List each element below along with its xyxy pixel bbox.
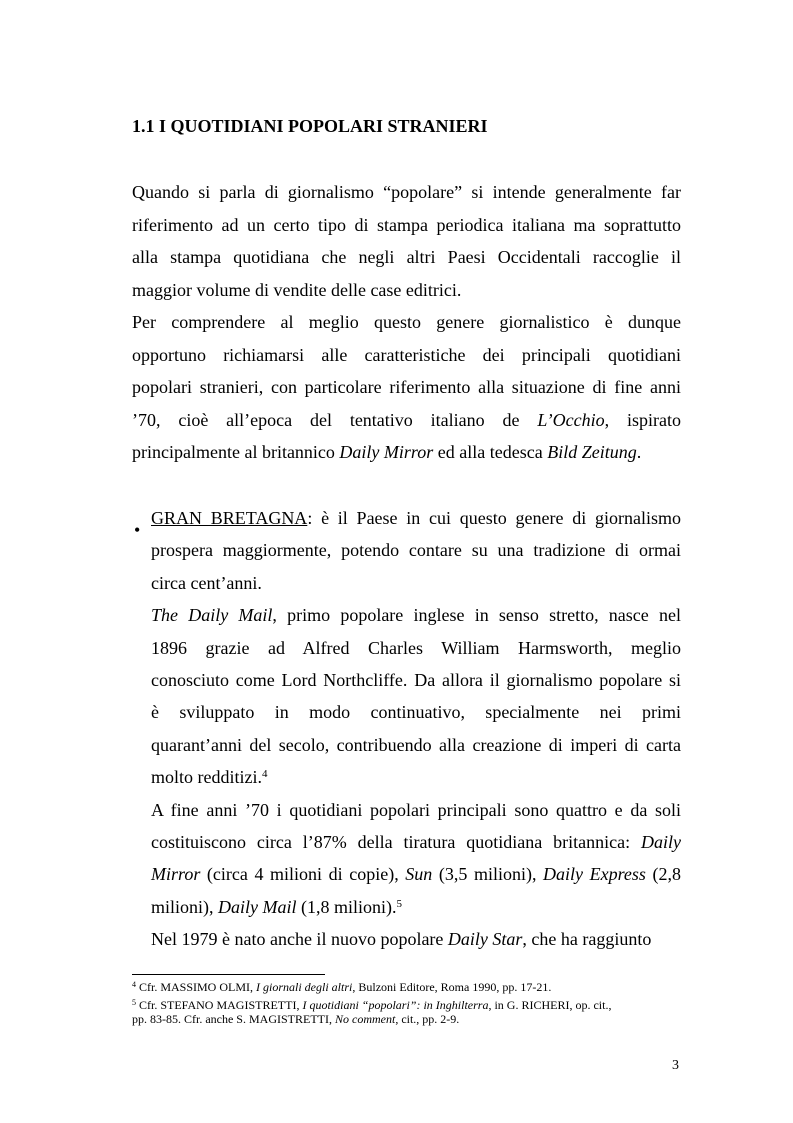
text-line: GRAN BRETAGNA: è il Paese in cui questo genere di giornalismo	[151, 508, 681, 528]
footnote-ref: 4	[261, 768, 268, 781]
text-line: circa cent’anni.	[151, 572, 262, 593]
footnote-4: $^4$ Cfr. MASSIMO OLMI, I giornali degli altri, Bulzoni Editore, Roma 1990, pp. 17-21.	[132, 980, 552, 994]
text-line: alla stampa quotidiana che negli altri Paesi Occidentali raccoglie il	[132, 247, 681, 268]
footnote-ref: 5	[396, 897, 402, 910]
footnote-5: $^5$ Cfr. STEFANO MAGISTRETTI, I quotidiani “popolari”: in Inghilterra, in G. RICHERI, op. cit., pp. 83-85. Cfr. anche S. MAGISTRETTI, No comment, cit., pp. 2-9.	[132, 998, 612, 1026]
text-line: milioni), Daily Mail (1,8 milioni).$^5$	[151, 896, 402, 917]
text-line: prospera maggiormente, potendo contare su una tradizione di ormai	[151, 540, 681, 561]
text-line: ’70, cioè all’epoca del tentativo italiano de L’Occhio, ispirato	[132, 409, 681, 430]
text-line: A fine anni ’70 i quotidiani popolari principali sono quattro e da soli	[151, 799, 681, 820]
bullet-icon: •	[134, 520, 141, 540]
paragraph-intro	[132, 176, 681, 306]
text-line: principalmente al britannico Daily Mirror ed alla tedesca Bild Zeitung.	[132, 442, 642, 463]
text-line: conosciuto come Lord Northcliffe. Da allora il giornalismo popolare si	[151, 670, 681, 691]
section-heading: 1.1 I QUOTIDIANI POPOLARI STRANIERI	[132, 116, 488, 136]
country-label: GRAN BRETAGNA	[151, 508, 308, 528]
text-line: Nel 1979 è nato anche il nuovo popolare Daily Star, che ha raggiunto	[151, 929, 652, 950]
text-line: quarant’anni del secolo, contribuendo alla creazione di imperi di carta	[151, 734, 681, 755]
page-number: 3	[672, 1058, 679, 1073]
footnote-divider	[132, 974, 325, 975]
text-line: Per comprendere al meglio questo genere giornalistico è dunque	[132, 312, 681, 332]
bullet-gran-bretagna	[151, 502, 681, 956]
text-line: Quando si parla di giornalismo “popolare” si intende generalmente far	[132, 182, 681, 202]
text-line: è sviluppato in modo continuativo, specialmente nei primi	[151, 702, 681, 723]
text-line: maggior volume di vendite delle case editrici.	[132, 279, 462, 300]
text-line: popolari stranieri, con particolare riferimento alla situazione di fine anni	[132, 377, 681, 398]
text-line: 1896 grazie ad Alfred Charles William Harmsworth, meglio	[151, 637, 681, 658]
text-line: Mirror (circa 4 milioni di copie), Sun (3,5 milioni), Daily Express (2,8	[151, 864, 682, 885]
text-line: The Daily Mail, primo popolare inglese in senso stretto, nasce nel	[151, 605, 681, 626]
paragraph-context	[132, 306, 681, 469]
text-line: molto redditizi.$^4$	[151, 767, 268, 788]
text-line: costituiscono circa l’87% della tiratura quotidiana britannica: Daily	[151, 832, 681, 853]
text-line: riferimento ad un certo tipo di stampa periodica italiana ma soprattutto	[132, 214, 681, 235]
text-line: opportuno richiamarsi alle caratteristiche dei principali quotidiani	[132, 344, 681, 365]
